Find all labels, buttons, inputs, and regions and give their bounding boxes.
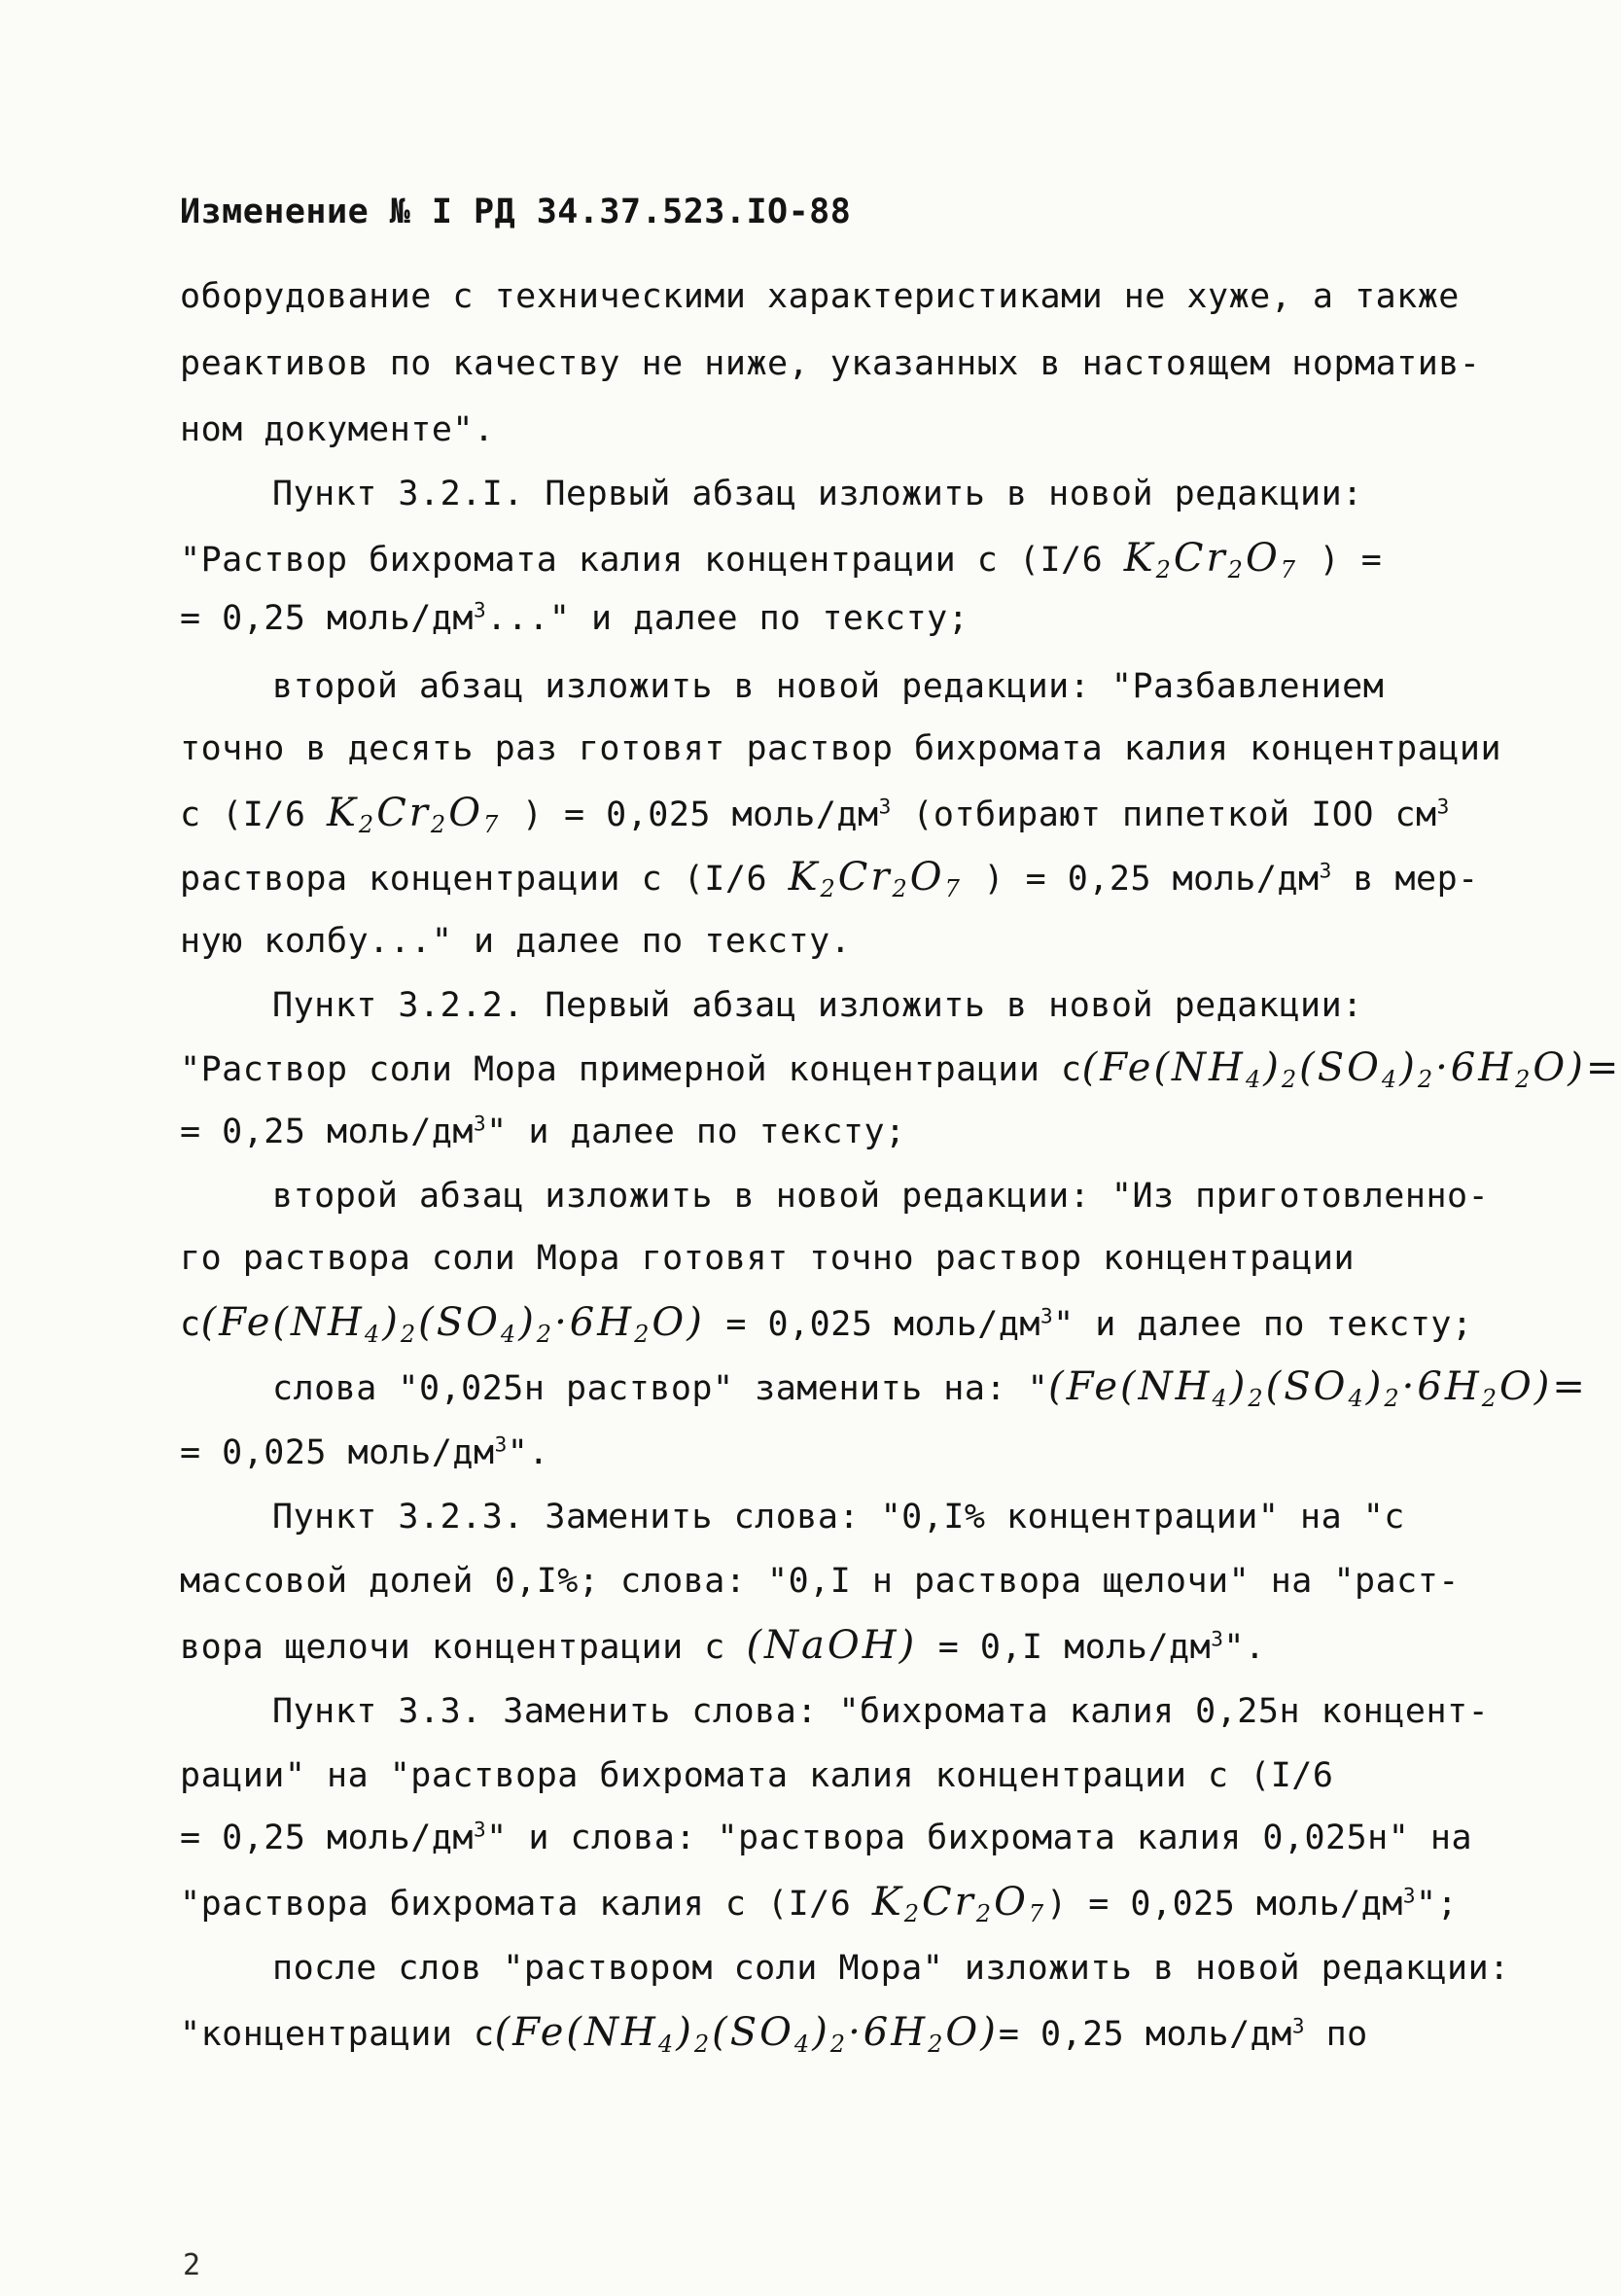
superscript: 3 <box>494 1432 508 1457</box>
superscript: 3 <box>1291 2014 1305 2038</box>
handwritten-formula: (NaOH) <box>746 1623 918 1668</box>
text-line <box>180 918 851 965</box>
line-text: ) = 0,025 моль/дм <box>1046 1885 1403 1924</box>
handwritten-formula: $K_2Cr_2O_7$ <box>871 1880 1047 1928</box>
line-text: ..." и далее по тексту; <box>486 599 969 638</box>
line-text: (отбирают пипеткой IOO см <box>912 795 1437 834</box>
line-text: "Раствор соли Мора примерной концентрации с <box>180 1050 1082 1089</box>
text-line <box>180 1752 1333 1799</box>
line-text: по <box>1325 2015 1368 2054</box>
handwritten-formula: $K_2Cr_2O_7$ <box>788 855 963 903</box>
line-text: "; <box>1416 1885 1459 1924</box>
line-text: оборудование с техническими характеристиками не хуже, а также <box>180 277 1460 316</box>
line-text: ном документе". <box>180 410 495 449</box>
line-text: реактивов по качеству не ниже, указанных в настоящем норматив- <box>180 344 1481 383</box>
line-text: " и слова: "раствора бихромата калия 0,025н" на <box>486 1819 1473 1857</box>
superscript: 3 <box>1436 795 1450 819</box>
line-text: ) = 0,25 моль/дм <box>983 860 1320 899</box>
handwritten-formula: $(Fe(NH_4)_2(SO_4)_2\cdot 6H_2O)$ <box>494 2010 999 2059</box>
line-text: = 0,25 моль/дм <box>180 1819 475 1857</box>
text-line <box>272 1688 1489 1735</box>
line-text: второй абзац изложить в новой редакции: "Из приготовленно- <box>272 1177 1490 1216</box>
line-text: с (I/6 <box>180 795 306 834</box>
superscript: 3 <box>1402 1884 1417 1908</box>
line-text: ) = <box>1319 541 1383 580</box>
superscript: 3 <box>1040 1304 1054 1328</box>
line-text: Пункт 3.2.2. Первый абзац изложить в новой редакции: <box>272 986 1363 1025</box>
superscript: 3 <box>1211 1627 1224 1651</box>
superscript: 3 <box>878 795 892 819</box>
line-text: ную колбу..." и далее по тексту. <box>180 922 852 961</box>
line-text: после слов "раствором соли Мора" изложить в новой редакции: <box>272 1949 1510 1988</box>
line-text: "раствора бихромата калия с (I/6 <box>180 1885 852 1924</box>
handwritten-formula: $(Fe(NH_4)_2(SO_4)_2\cdot 6H_2O)=$ <box>1048 1364 1588 1413</box>
text-line <box>180 1815 1472 1861</box>
handwritten-formula: $K_2Cr_2O_7$ <box>327 791 502 839</box>
superscript: 3 <box>474 1112 487 1136</box>
text-line <box>180 535 1382 593</box>
text-line <box>272 1945 1510 1992</box>
line-text: точно в десять раз готовят раствор бихромата калия концентрации <box>180 729 1502 768</box>
text-line <box>272 471 1363 517</box>
line-text: " и далее по тексту; <box>486 1113 906 1151</box>
document-header <box>180 189 851 235</box>
text-line <box>180 1109 906 1155</box>
line-text: "концентрации с <box>180 2015 495 2054</box>
text-line <box>272 663 1384 710</box>
text-line <box>272 1173 1489 1219</box>
line-text: рации" на "раствора бихромата калия концентрации с (I/6 <box>180 1756 1334 1795</box>
line-text: ". <box>1223 1628 1266 1667</box>
line-text: го раствора соли Мора готовят точно раствор концентрации <box>180 1239 1356 1278</box>
line-text: = 0,025 моль/дм <box>725 1305 1040 1344</box>
line-text: слова "0,025н раствор" заменить на: " <box>272 1369 1049 1408</box>
superscript: 3 <box>474 598 487 622</box>
text-line <box>180 1235 1355 1282</box>
text-line <box>180 273 1460 320</box>
line-text: ) = 0,025 моль/дм <box>521 795 879 834</box>
text-line <box>180 595 969 642</box>
line-text: Пункт 3.2.I. Первый абзац изложить в новой редакции: <box>272 475 1363 513</box>
line-text: с <box>180 1305 201 1344</box>
text-line <box>180 340 1480 387</box>
handwritten-formula: $K_2Cr_2O_7$ <box>1123 536 1299 584</box>
text-line <box>180 2009 1368 2067</box>
line-text: "Раствор бихромата калия концентрации с (I/6 <box>180 541 1104 580</box>
text-line <box>180 790 1450 848</box>
text-line <box>180 1430 549 1476</box>
text-line <box>180 1879 1458 1937</box>
line-text: = 0,025 моль/дм <box>180 1433 495 1472</box>
superscript: 3 <box>1319 859 1332 883</box>
handwritten-formula: $(Fe(NH_4)_2(SO_4)_2\cdot 6H_2O)$ <box>200 1300 705 1349</box>
text-line <box>180 1044 1621 1103</box>
page-number: 2 <box>183 2248 201 2282</box>
text-line <box>180 854 1479 912</box>
line-text: раствора концентрации с (I/6 <box>180 860 768 899</box>
line-text: ". <box>507 1433 549 1472</box>
text-line <box>180 1558 1460 1605</box>
line-text: второй абзац изложить в новой редакции: "Разбавлением <box>272 667 1385 706</box>
text-line <box>180 1299 1473 1358</box>
line-text: массовой долей 0,I%; слова: "0,I н раствора щелочи" на "раст- <box>180 1562 1460 1601</box>
line-text: " и далее по тексту; <box>1053 1305 1473 1344</box>
line-text: = 0,25 моль/дм <box>998 2015 1292 2054</box>
superscript: 3 <box>474 1818 487 1842</box>
line-text: в мер- <box>1353 860 1479 899</box>
line-text: = 0,25 моль/дм <box>180 599 475 638</box>
header-title: Изменение № I РД 34.37.523.IO-88 <box>180 193 852 231</box>
text-line <box>272 1363 1588 1422</box>
line-text: Пункт 3.3. Заменить слова: "бихромата калия 0,25н концент- <box>272 1692 1490 1731</box>
line-text: Пункт 3.2.3. Заменить слова: "0,I% концентрации" на "с <box>272 1498 1405 1537</box>
line-text: = 0,25 моль/дм <box>180 1113 475 1151</box>
text-line <box>272 982 1363 1029</box>
line-text: вора щелочи концентрации с <box>180 1628 725 1667</box>
text-line <box>180 406 495 453</box>
text-line <box>272 1494 1405 1540</box>
text-line <box>180 1622 1266 1671</box>
text-line <box>180 725 1501 772</box>
line-text: = 0,I моль/дм <box>937 1628 1212 1667</box>
handwritten-formula: $(Fe(NH_4)_2(SO_4)_2\cdot 6H_2O)=$ <box>1081 1045 1621 1094</box>
